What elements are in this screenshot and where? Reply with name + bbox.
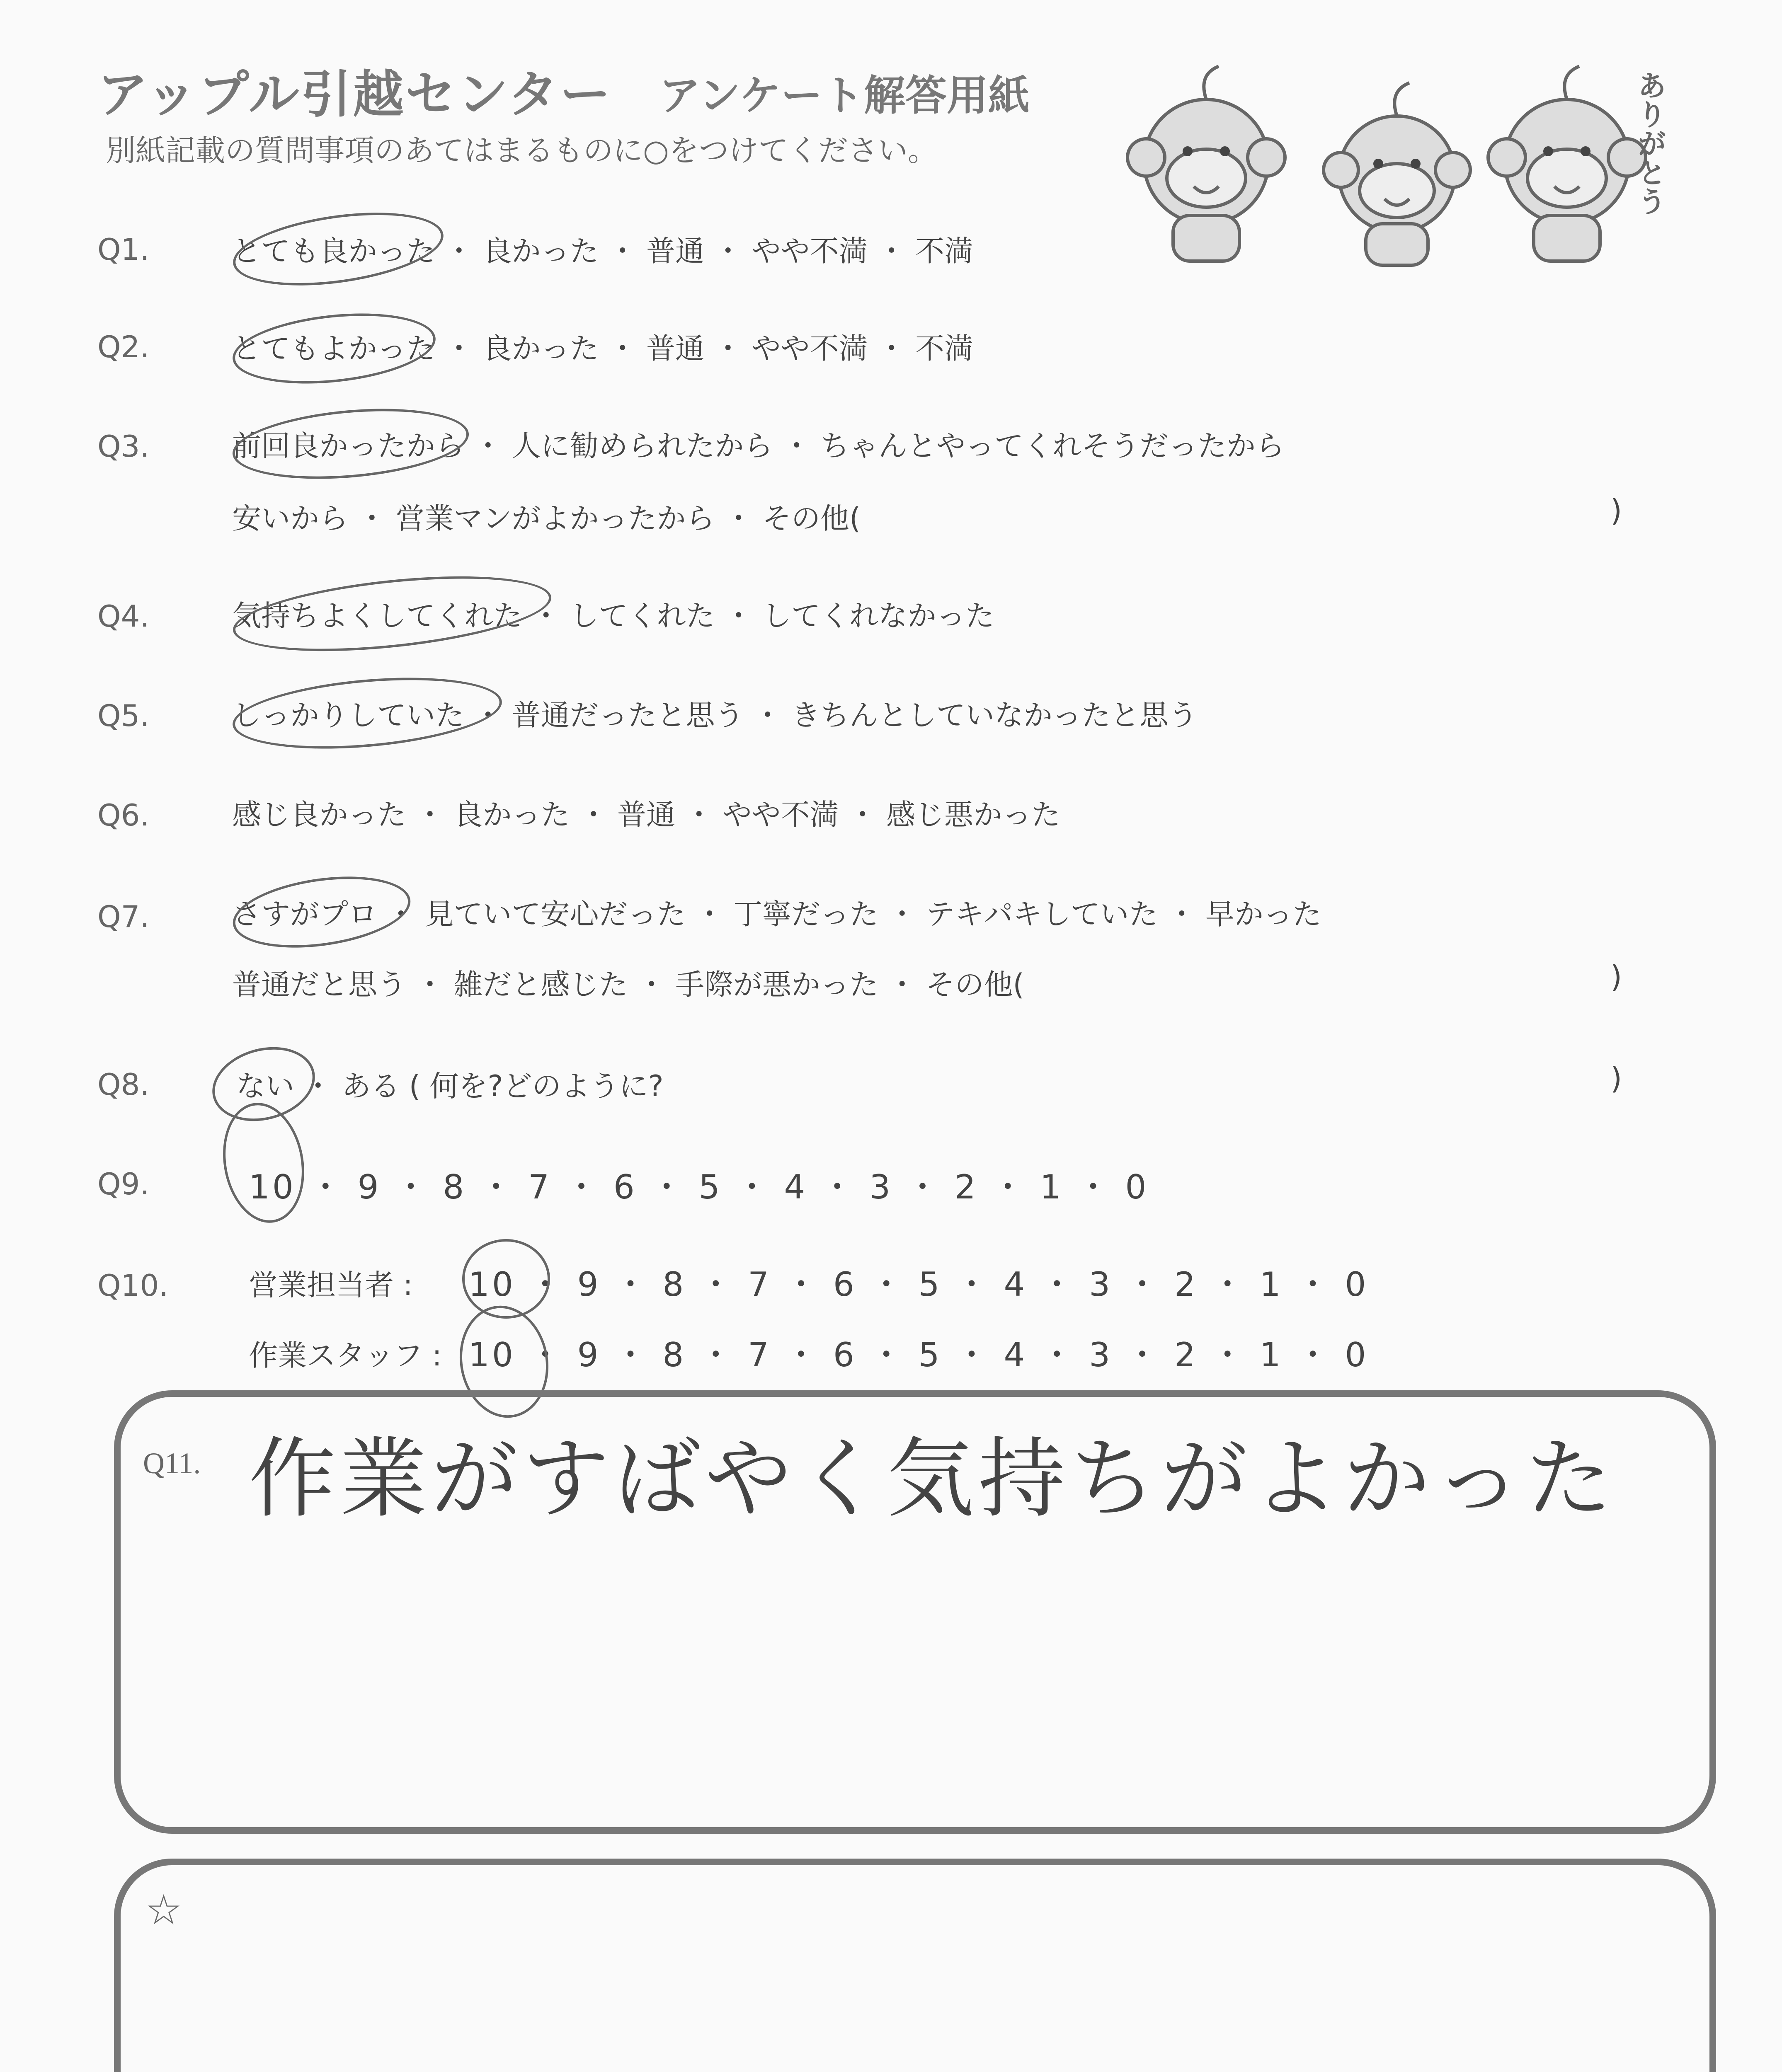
form-title: アンケート解答用紙 [659, 71, 1030, 120]
q1-options[interactable]: とても良かった ・ 良かった ・ 普通 ・ やや不満 ・ 不満 [232, 234, 974, 268]
q9-scale[interactable]: 10 ・ 9 ・ 8 ・ 7 ・ 6 ・ 5 ・ 4 ・ 3 ・ 2 ・ 1 ・ 0 [249, 1168, 1149, 1206]
q10-sales-label: 営業担当者 : [249, 1268, 413, 1302]
q2-label: Q2. [97, 329, 150, 364]
q9-circle-mark [214, 1097, 313, 1230]
q7-options-line1[interactable]: さすがプロ ・ 見ていて安心だった ・ 丁寧だった ・ テキパキしていた ・ 早かった [232, 897, 1322, 931]
q8-close-paren: ) [1610, 1061, 1622, 1096]
mascot-illustration [1111, 54, 1691, 269]
q10-staff-label: 作業スタッフ : [249, 1339, 442, 1372]
q3-circle-mark [230, 400, 472, 487]
q1-circle-mark [228, 201, 448, 297]
q5-options[interactable]: しっかりしていた ・ 普通だったと思う ・ きちんとしていなかったと思う [232, 698, 1198, 732]
q10-sales-scale[interactable]: 10 ・ 9 ・ 8 ・ 7 ・ 6 ・ 5 ・ 4 ・ 3 ・ 2 ・ 1 ・ 0 [468, 1265, 1369, 1304]
q5-circle-mark [230, 668, 505, 758]
q6-options[interactable]: 感じ良かった ・ 良かった ・ 普通 ・ やや不満 ・ 感じ悪かった [232, 798, 1061, 832]
q3-close-paren: ) [1610, 493, 1622, 528]
star-comment-box[interactable] [114, 1859, 1716, 2072]
q6-label: Q6. [97, 798, 150, 833]
q7-options-line2[interactable]: 普通だと思う ・ 雑だと感じた ・ 手際が悪かった ・ その他( [232, 968, 1024, 1002]
q4-options[interactable]: 気持ちよくしてくれた ・ してくれた ・ してくれなかった [232, 599, 995, 633]
q8-options[interactable]: ない ・ ある ( 何を?どのように? [236, 1069, 664, 1103]
q11-label: Q11. [143, 1447, 201, 1480]
mascot-middle-icon [1324, 116, 1470, 265]
q10-label: Q10. [97, 1268, 169, 1303]
q10-staff-scale[interactable]: 10 ・ 9 ・ 8 ・ 7 ・ 6 ・ 5 ・ 4 ・ 3 ・ 2 ・ 1 ・ 0 [468, 1336, 1369, 1374]
q8-label: Q8. [97, 1067, 150, 1102]
mascot-left-icon [1127, 99, 1285, 261]
q4-label: Q4. [97, 599, 150, 634]
q2-options[interactable]: とてもよかった ・ 良かった ・ 普通 ・ やや不満 ・ 不満 [232, 332, 974, 366]
mascot-caption: ありがとう [1633, 70, 1667, 215]
q11-handwritten-answer: 作業がすばやく気持ちがよかった [249, 1428, 1617, 1530]
q9-label: Q9. [97, 1167, 150, 1201]
q7-circle-mark [228, 867, 415, 958]
q4-circle-mark [230, 564, 555, 664]
mascot-right-icon [1488, 99, 1646, 261]
q1-label: Q1. [97, 232, 150, 267]
star-icon: ☆ [145, 1886, 182, 1934]
brand-title: アップル引越センター [97, 65, 612, 124]
q3-options-line2[interactable]: 安いから ・ 営業マンがよかったから ・ その他( [232, 501, 861, 535]
q5-label: Q5. [97, 698, 150, 733]
q3-label: Q3. [97, 429, 150, 464]
instruction-text: 別紙記載の質問事項のあてはまるものに○をつけてください。 [106, 133, 938, 168]
q3-options-line1[interactable]: 前回良かったから ・ 人に勧められたから ・ ちゃんとやってくれそうだったから [232, 429, 1285, 463]
q2-circle-mark [229, 305, 439, 393]
q7-close-paren: ) [1610, 959, 1622, 994]
q7-label: Q7. [97, 899, 150, 934]
